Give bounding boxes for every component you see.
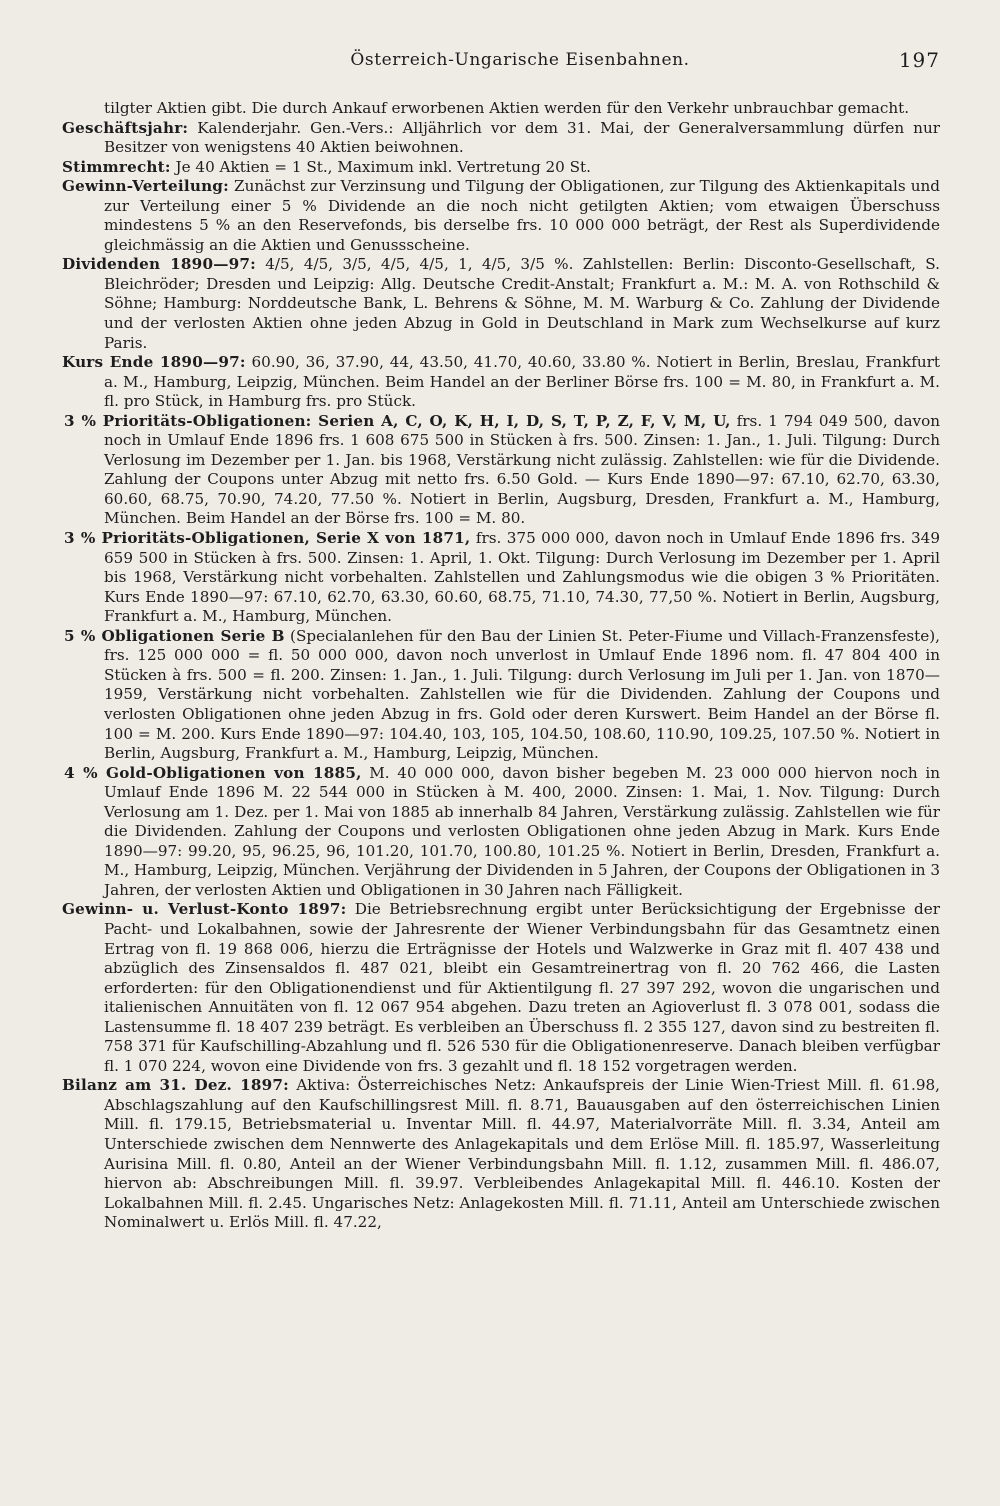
paragraph-continuation [104,99,940,119]
entry-heading: 5 % Obligationen Serie B [64,626,285,645]
header-title: Österreich-Ungarische Eisenbahnen. [350,50,690,70]
entry-text: frs. 1 794 049 500, davon noch in Umlauf Ende 1896 frs. 1 608 675 500 in Stücken à frs. 500. Zinsen: 1. Jan., 1. Juli. Tilgung: Durch Verlosung im Dezember per 1. Jan. bis 1968, Verstärkung nicht zulässig. Zahlstellen: wie für die Dividende. Zahlung der Coupons unter Abzug mit netto frs. 6.50 Gold. — Kurs Ende 1890—97: 67.10, 62.70, 63.30, 60.60, 68.75, 70.90, 74.20, 77.50 %. Notiert in Berlin, Augsburg, Dresden, Frankfurt a. M., Hamburg, München. Beim Handel an der Börse frs. 100 = M. 80. [104,411,941,528]
entry-prioritaets-obligationen [64,411,941,529]
entry-heading: Kurs Ende 1890—97: [62,353,246,372]
page-number: 197 [898,48,940,72]
entry-text: Je 40 Aktien = 1 St., Maximum inkl. Vertretung 20 St. [175,157,591,176]
entry-heading: Gewinn-Verteilung: [62,177,229,196]
entry-gewinn-verteilung [62,177,941,255]
entry-geschaeftsjahr [62,118,941,158]
entry-gold-obligationen [64,763,940,901]
entry-text: Die Betriebsrechnung ergibt unter Berücksichtigung der Ergebnisse der Pacht- und Lokalbahnen, sowie der Jahresrente der Wiener Verbindungsbahn für das Gesamtnetz einen Ertrag von fl. 19 868 006, hierzu die Erträgnisse der Hotels und Walzwerke in Graz mit fl. 407 438 und abzüglich des Zinsensaldos fl. 487 021, bleibt ein Gesamtreinertrag von fl. 20 762 466, die Lasten erforderten: für den Obligationendienst und für Aktientilgung fl. 27 397 292, wovon die ungarischen und italienischen Annuitäten von fl. 12 067 954 abgehen. Dazu treten an Agioverlust fl. 3 078 001, sodass die Lastensumme fl. 18 407 239 beträgt. Es verbleiben an Überschuss fl. 2 355 127, davon sind zu bestreiten fl. 758 371 für Kaufschilling-Abzahlung und fl. 526 530 für die Obligationenreserve. Danach bleiben verfügbar fl. 1 070 224, wovon eine Dividende von frs. 3 gezahlt und fl. 18 152 vorgetragen werden. [104,900,940,1075]
entry-heading: 3 % Prioritäts-Obligationen: Serien A, C, O, K, H, I, D, S, T, P, Z, F, V, M, U, [64,411,731,430]
entry-text: Zunächst zur Verzinsung und Tilgung der Obligationen, zur Tilgung des Aktienkapitals und zur Verteilung einer 5 % Dividende an die noch nicht getilgten Aktien; vom etwaigen Überschuss mindestens 5 % an den Reservefonds, bis derselbe frs. 10 000 000 beträgt, der Rest als Superdividende gleichmässig an die Aktien und Genussscheine. [104,177,941,254]
entry-text: frs. 375 000 000, davon noch in Umlauf Ende 1896 frs. 349 659 500 in Stücken à frs. 500. Zinsen: 1. April, 1. Okt. Tilgung: Durch Verlosung im Dezember per 1. April bis 1968, Verstärkung nicht vorbehalten. Zahlstellen und Zahlungsmodus wie die obigen 3 % Prioritäten. Kurs Ende 1890—97: 67.10, 62.70, 63.30, 60.60, 68.75, 71.10, 74.30, 77,50 %. Notiert in Berlin, Augsburg, Frankfurt a. M., Hamburg, München. [104,529,940,626]
entry-text: M. 40 000 000, davon bisher begeben M. 23 000 000 hiervon noch in Umlauf Ende 1896 M. 22 544 000 in Stücken à M. 400, 2000. Zinsen: 1. Mai, 1. Nov. Tilgung: Durch Verlosung am 1. Dez. per 1. Mai von 1885 ab innerhalb 84 Jahren, Verstärkung zulässig. Zahlstellen wie für die Dividenden. Zahlung der Coupons und verlosten Obligationen ohne jeden Abzug in Mark. Kurs Ende 1890—97: 99.20, 95, 96.25, 96, 101.20, 101.70, 100.80, 101.25 %. Notiert in Berlin, Dresden, Frankfurt a. M., Hamburg, Leipzig, München. Verjährung der Dividenden in 5 Jahren, der Coupons der Obligationen in 3 Jahren, der verlosten Aktien und Obligationen in 30 Jahren nach Fälligkeit. [104,763,940,899]
body-text [62,99,940,1233]
entry-heading: Bilanz am 31. Dez. 1897: [62,1076,289,1095]
entry-prioritaets-obligationen-serie-x [64,529,940,627]
entry-heading: Dividenden 1890—97: [62,255,256,274]
entry-text: 60.90, 36, 37.90, 44, 43.50, 41.70, 40.60, 33.80 %. Notiert in Berlin, Breslau, Frankfurt a. M., Hamburg, Leipzig, München. Beim Handel an der Berliner Börse frs. 100 = M. 80, in Frankfurt a. M. fl. pro Stück, in Hamburg frs. pro Stück. [104,353,941,411]
entry-stimmrecht [62,157,940,178]
entry-obligationen-serie-b [64,626,941,764]
entry-text: (Specialanlehen für den Bau der Linien St. Peter-Fiume und Villach-Franzensfeste), frs. 125 000 000 = fl. 50 000 000, davon noch unverlost in Umlauf Ende 1896 nom. fl. 47 804 400 in Stücken à frs. 500 = fl. 200. Zinsen: 1. Jan., 1. Juli. Tilgung: durch Verlosung im Juli per 1. Jan. von 1870—1959, Verstärkung nicht vorbehalten. Zahlstellen wie für die Dividenden. Zahlung der Coupons und verlosten Obligationen ohne jeden Abzug in frs. Gold oder deren Kurswert. Beim Handel an der Börse fl. 100 = M. 200. Kurs Ende 1890—97: 104.40, 103, 105, 104.50, 108.60, 110.90, 109.25, 107.50 %. Notiert in Berlin, Augsburg, Frankfurt a. M., Hamburg, Leipzig, München. [104,626,941,763]
entry-text: 4/5, 4/5, 3/5, 4/5, 4/5, 1, 4/5, 3/5 %. Zahlstellen: Berlin: Disconto-Gesellschaft, S. Bleichröder; Dresden und Leipzig: Allg. Deutsche Credit-Anstalt; Frankfurt a. M.: M. A. von Rothschild & Söhne; Hamburg: Norddeutsche Bank, L. Behrens & Söhne, M. M. Warburg & Co. Zahlung der Dividende und der verlosten Aktien ohne jeden Abzug in Gold in Deutschland in Mark zum Wechselkurse auf kurz Paris. [104,255,940,352]
entry-heading: Geschäftsjahr: [62,118,189,137]
entry-text: Kalenderjahr. Gen.-Vers.: Alljährlich vor dem 31. Mai, der Generalversammlung dürfen nur Besitzer von wenigstens 40 Aktien beiwohnen. [104,118,941,157]
entry-kurs [62,353,941,412]
entry-text: Aktiva: Österreichisches Netz: Ankaufspreis der Linie Wien-Triest Mill. fl. 61.98, Abschlagszahlung auf den Kaufschillingsrest Mill. fl. 8.71, Bauausgaben auf den österreichischen Linien Mill. fl. 179.15, Betriebsmaterial u. Inventar Mill. fl. 44.97, Materialvorräte Mill. fl. 3.34, Anteil am Unterschiede zwischen dem Nennwerte des Anlagekapitals und dem Erlöse Mill. fl. 185.97, Wasserleitung Aurisina Mill. fl. 0.80, Anteil an der Wiener Verbindungsbahn Mill. fl. 1.12, zusammen Mill. fl. 486.07, hiervon ab: Abschreibungen Mill. fl. 39.97. Verbleibendes Anlagekapital Mill. fl. 446.10. Kosten der Lokalbahnen Mill. fl. 2.45. Ungarisches Netz: Anlagekosten Mill. fl. 71.11, Anteil am Unterschiede zwischen Nominalwert u. Erlös Mill. fl. 47.22, [104,1076,941,1232]
entry-heading: 3 % Prioritäts-Obligationen, Serie X von 1871, [64,529,471,548]
entry-heading: Gewinn- u. Verlust-Konto 1897: [62,900,347,919]
entry-dividenden [62,255,940,353]
entry-heading: 4 % Gold-Obligationen von 1885, [64,763,362,782]
entry-gewinn-verlust-konto [62,900,940,1076]
entry-text: tilgter Aktien gibt. Die durch Ankauf erworbenen Aktien werden für den Verkehr unbrauchbar gemacht. [104,99,910,117]
running-header [100,50,940,76]
entry-heading: Stimmrecht: [62,157,171,176]
entry-bilanz [62,1076,941,1232]
